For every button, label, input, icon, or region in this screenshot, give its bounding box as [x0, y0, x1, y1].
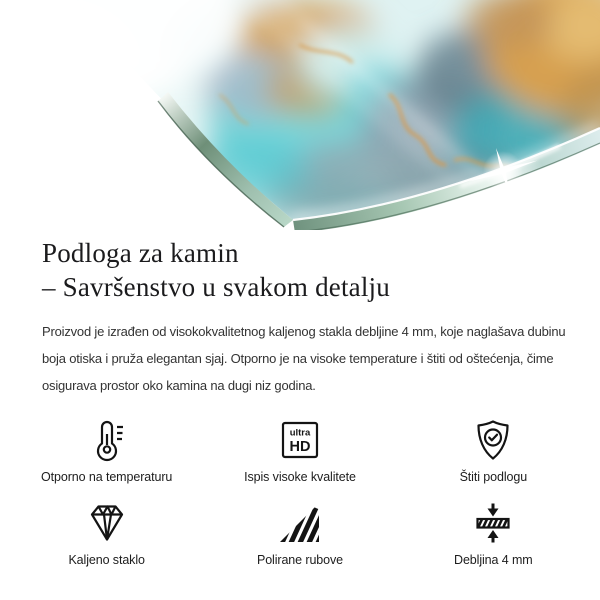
feature-label: Polirane rubove: [256, 553, 344, 567]
feature-temperature: [10, 417, 203, 484]
feature-grid: [10, 417, 590, 567]
polished-edges-icon: [278, 500, 322, 546]
feature-polished-edges: [203, 500, 396, 567]
feature-thickness: [397, 500, 590, 567]
svg-text:HD: HD: [289, 439, 311, 455]
svg-text:ultra: ultra: [289, 427, 311, 439]
feature-print-quality: [203, 417, 396, 484]
feature-protects: [397, 417, 590, 484]
page-title: [42, 236, 558, 304]
feature-label: Otporno na temperaturu: [41, 470, 173, 484]
page-title-line1: Podloga za kamin: [42, 238, 239, 268]
product-description: Proizvod je izrađen od visokokvalitetnog kaljenog stakla debljine 4 mm, koje naglašava dubinu boja otiska i pruža elegantan sjaj. Otporno je na visoke temperature i štiti od oštećenja, čime osigurava prostor oko kamina na dugi niz godina.: [42, 324, 566, 393]
page-title-line2: – Savršenstvo u svakom detalju: [42, 272, 390, 302]
feature-label: Debljina 4 mm: [454, 553, 533, 567]
feature-label: Štiti podlogu: [459, 470, 528, 484]
shield-check-icon: [471, 417, 515, 463]
thermometer-icon: [85, 417, 129, 463]
feature-label: Ispis visoke kvalitete: [244, 470, 356, 484]
ultra-hd-icon: [278, 417, 322, 463]
feature-label: Kaljeno staklo: [68, 553, 145, 567]
product-photo: [0, 0, 600, 230]
feature-tempered-glass: [10, 500, 203, 567]
diamond-icon: [85, 500, 129, 546]
thickness-icon: [471, 500, 515, 546]
